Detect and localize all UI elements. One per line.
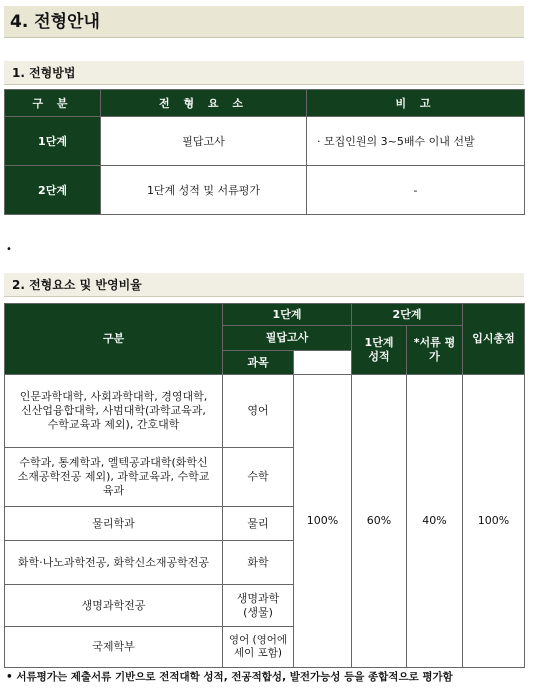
ratio-category: 물리학과	[5, 507, 223, 541]
ratio-table	[4, 303, 525, 668]
ratio-category: 국제학부	[5, 627, 223, 668]
method-header-category: 구 분	[5, 90, 101, 117]
ratio-header-total: 입시총점	[463, 304, 525, 375]
ratio-header-docs: *서류 평가	[407, 326, 463, 375]
ratio-category: 인문과학대학, 사회과학대학, 경영대학, 신산업융합대학, 사범대학(과학교육과, 수학교육과 제외), 간호대학	[5, 375, 223, 448]
stage-note: -	[307, 166, 525, 215]
method-header-element: 전 형 요 소	[101, 90, 307, 117]
ratio-subject: 화학	[223, 541, 294, 585]
ratio-header-stage1-score: 1단계 성적	[352, 326, 407, 375]
stage-label: 2단계	[5, 166, 101, 215]
section-title-ratio: 2. 전형요소 및 반영비율	[4, 273, 524, 297]
stage-note: · 모집인원의 3~5배수 이내 선발	[307, 117, 525, 166]
ratio-header-stage1: 1단계	[223, 304, 352, 326]
footnote: • 서류평가는 제출서류 기반으로 전적대학 성적, 전공적합성, 발전가능성 등을 종합적으로 평가함	[6, 671, 453, 683]
stage-element: 필답고사	[101, 117, 307, 166]
ratio-docs-value: 40%	[407, 375, 463, 668]
method-header-note: 비 고	[307, 90, 525, 117]
ratio-subject: 영어 (영어에세이 포함)	[223, 627, 294, 668]
table-row	[5, 166, 525, 215]
ratio-header-blank	[294, 351, 352, 375]
ratio-header-category: 구분	[5, 304, 223, 375]
table-row	[5, 375, 525, 448]
method-table	[4, 89, 525, 215]
ratio-subject: 생명과학 (생물)	[223, 585, 294, 627]
table-row	[5, 117, 525, 166]
ratio-stage1-value: 60%	[352, 375, 407, 668]
stage-label: 1단계	[5, 117, 101, 166]
ratio-written-value: 100%	[294, 375, 352, 668]
ratio-total-value: 100%	[463, 375, 525, 668]
ratio-category: 수학과, 통계학과, 엘텍공과대학(화학신소재공학전공 제외), 과학교육과, 수학교육과	[5, 448, 223, 507]
ratio-category: 생명과학전공	[5, 585, 223, 627]
ratio-header-written: 필답고사	[223, 326, 352, 351]
ratio-subject: 영어	[223, 375, 294, 448]
section-title-method: 1. 전형방법	[4, 61, 524, 85]
bullet-mark: •	[6, 244, 12, 255]
ratio-category: 화학·나노과학전공, 화학신소재공학전공	[5, 541, 223, 585]
ratio-subject: 물리	[223, 507, 294, 541]
ratio-header-stage2: 2단계	[352, 304, 463, 326]
stage-element: 1단계 성적 및 서류평가	[101, 166, 307, 215]
ratio-subject: 수학	[223, 448, 294, 507]
ratio-header-subject: 과목	[223, 351, 294, 375]
page-title: 4. 전형안내	[4, 6, 524, 38]
